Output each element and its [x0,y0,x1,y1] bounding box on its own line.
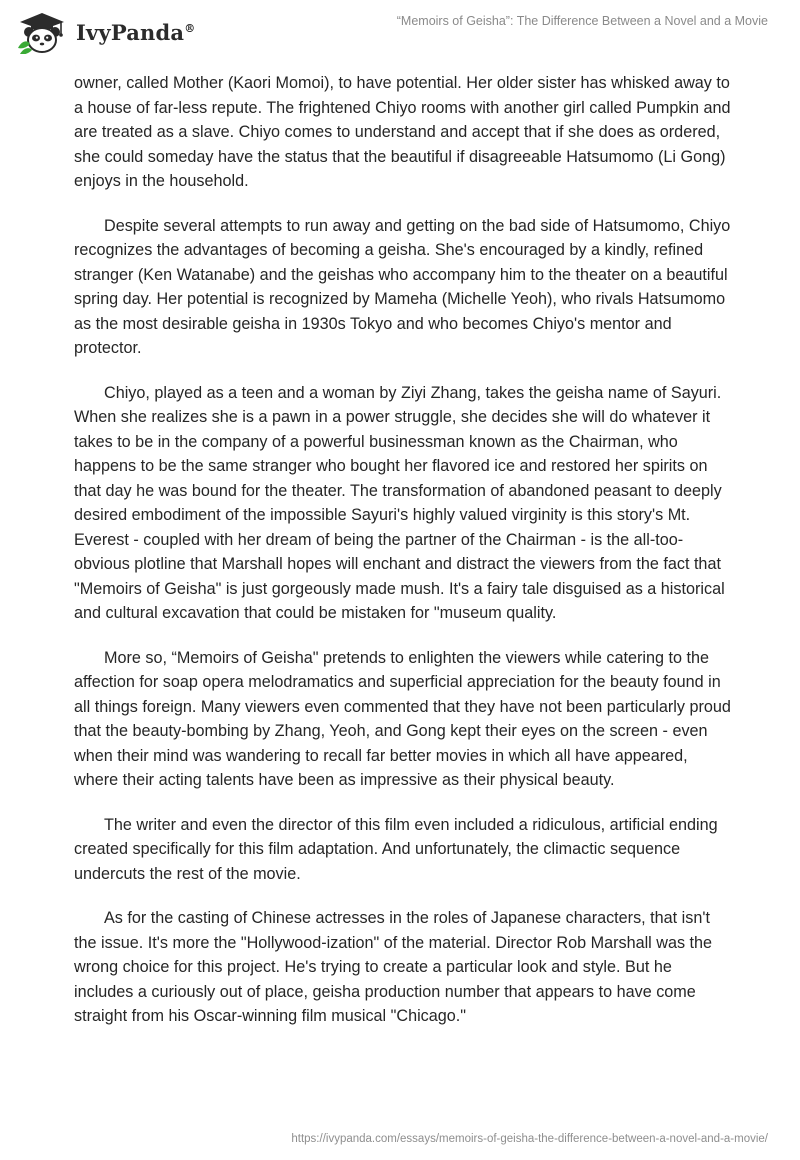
paragraph: As for the casting of Chinese actresses in the roles of Japanese characters, that isn't the issue. It's more the "Hollywood-ization" of the material. Director Rob Marshall was the wrong choice for this project. He's trying to create a particular look and style. But he includes a curiously out of place, geisha production number that appears to have come straight from his Oscar-winning film musical "Chicago." [74,909,713,1025]
paragraph: More so, “Memoirs of Geisha" pretends to enlighten the viewers while catering to the affection for soap opera melodramatics and superficial appreciation for the beauty found in all things foreign. Many viewers even commented that they have not been particularly proud that the beauty-bombing by Zhang, Yeoh, and Gong kept their eyes on the screen - even when their mind was wandering to recall far better movies in which all have appeared, where their acting talents have been as impressive as their physical beauty. [74,648,731,789]
brand-name: IvyPanda® [76,19,196,45]
brand-logo[interactable] [16,10,195,54]
paragraph: Despite several attempts to run away and getting on the bad side of Hatsumomo, Chiyo recognizes the advantages of becoming a geisha. She's encouraged by a kindly, refined stranger (Ken Watanabe) and the geishas who accompany him to the theater on a beautiful spring day. Her potential is recognized by Mameha (Michelle Yeoh), who rivals Hatsumomo as the most desirable geisha in 1930s Tokyo and who becomes Chiyo's mentor and protector. [74,216,731,357]
source-url[interactable]: https://ivypanda.com/essays/memoirs-of-geisha-the-difference-between-a-novel-and-a-movie/ [291,1133,768,1145]
essay-body [74,71,734,1049]
paragraph: The writer and even the director of this film even included a ridiculous, artificial ending created specifically for this film adaptation. And unfortunately, the climactic sequence undercuts the rest of the movie. [74,815,718,883]
document-title: “Memoirs of Geisha”: The Difference Between a Novel and a Movie [396,14,768,28]
paragraph: owner, called Mother (Kaori Momoi), to have potential. Her older sister has whisked away to a house of far-less repute. The frightened Chiyo rooms with another girl called Pumpkin and are treated as a slave. Chiyo comes to understand and accept that if she does as ordered, she could someday have the status that the beautiful if disagreeable Hatsumomo (Li Gong) enjoys in the household. [74,74,731,190]
paragraph: Chiyo, played as a teen and a woman by Ziyi Zhang, takes the geisha name of Sayuri. When she realizes she is a pawn in a power struggle, she decides she will do whatever it takes to be in the company of a powerful businessman known as the Chairman, who happens to be the same stranger who bought her flavored ice and restored her spirits on that day he was bound for the theater. The transformation of abandoned peasant to deeply desired embodiment of the impossible Sayuri's highly valued virginity is this story's Mt. Everest - coupled with her dream of being the partner of the Chairman - is the all-too-obvious plotline that Marshall hopes will enchant and distract the viewers from the fact that "Memoirs of Geisha" is just gorgeously made mush. It's a fairy tale disguised as a historical and cultural excavation that could be mistaken for "museum quality. [74,383,725,622]
panda-graduate-icon [16,10,68,54]
page-header [0,0,800,62]
registered-mark: ® [184,21,196,35]
